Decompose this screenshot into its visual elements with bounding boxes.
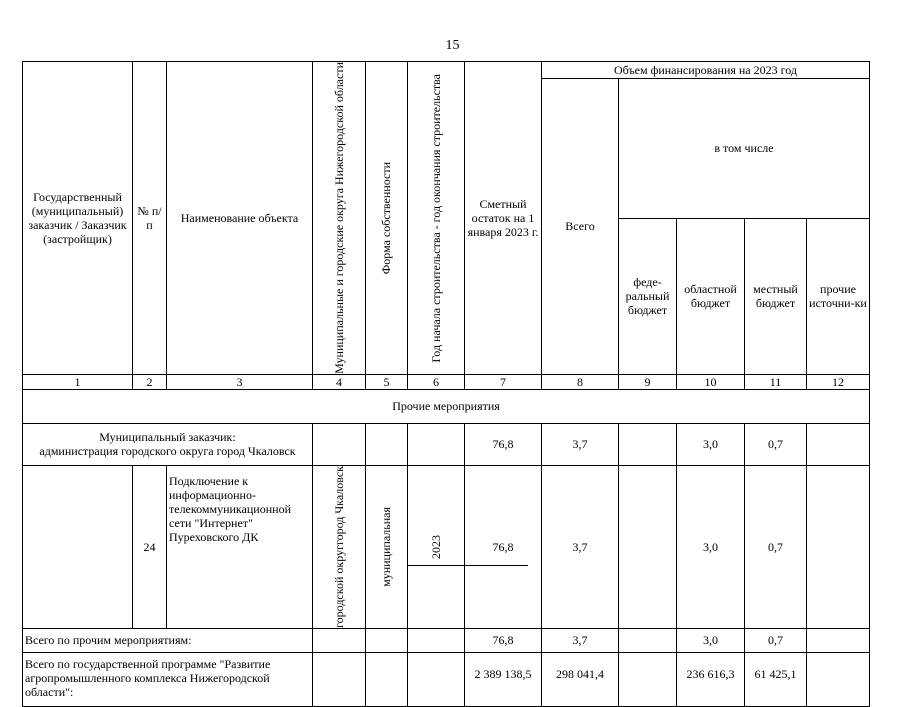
- customer-total: 3,7: [542, 423, 619, 465]
- object-years: 2023: [428, 534, 443, 559]
- header-customer: Государственный (муниципальный) заказчик / Заказчик (застройщик): [23, 62, 133, 375]
- header-num: № п/п: [133, 62, 167, 375]
- object-years-cell: [408, 465, 465, 628]
- header-federal: феде-ральный бюджет: [619, 218, 677, 374]
- program-total-total: 298 041,4: [542, 652, 619, 706]
- section-title: Прочие мероприятия: [23, 389, 870, 423]
- subtotal-row: [23, 628, 870, 652]
- object-regional: 3,0: [677, 465, 745, 628]
- col-number: 9: [619, 374, 677, 389]
- customer-row: [23, 423, 870, 465]
- program-total-federal: [619, 652, 677, 706]
- header-including: в том числе: [619, 79, 870, 219]
- subtotal-total: 3,7: [542, 628, 619, 652]
- header-object: Наименование объекта: [167, 62, 313, 375]
- footer-separator: [408, 565, 528, 566]
- object-municipality: городской округгород Чкаловск: [331, 465, 346, 628]
- header-years: [408, 62, 465, 375]
- object-balance: 76,8: [465, 465, 542, 628]
- object-municipality-cell: [313, 465, 366, 628]
- program-total-regional: 236 616,3: [677, 652, 745, 706]
- header-funding: Объем финансирования на 2023 год: [542, 62, 870, 79]
- program-total-row: [23, 652, 870, 706]
- program-total-local: 61 425,1: [745, 652, 807, 706]
- object-other: [807, 465, 870, 628]
- header-total: Всего: [542, 79, 619, 375]
- subtotal-federal: [619, 628, 677, 652]
- header-municipality-text: Муниципальные и городские округа Нижегородской области: [331, 62, 346, 374]
- financing-table: [22, 61, 870, 707]
- object-name: Подключение к информационно- телекоммуникационной сети "Интернет" Пуреховского ДК: [167, 465, 313, 628]
- header-regional: областной бюджет: [677, 218, 745, 374]
- program-total-label: Всего по государственной программе "Развитие агропромышленного комплекса Нижегородской области":: [23, 652, 313, 706]
- col-number: 7: [465, 374, 542, 389]
- object-row: [23, 465, 870, 628]
- program-total-balance: 2 389 138,5: [465, 652, 542, 706]
- object-total: 3,7: [542, 465, 619, 628]
- program-total-other: [807, 652, 870, 706]
- object-local: 0,7: [745, 465, 807, 628]
- header-ownership-text: Форма собственности: [379, 161, 393, 275]
- customer-federal: [619, 423, 677, 465]
- object-federal: [619, 465, 677, 628]
- customer-name: администрация городского округа город Чкаловск: [39, 444, 296, 459]
- subtotal-regional: 3,0: [677, 628, 745, 652]
- object-num: 24: [133, 465, 167, 628]
- column-number-row: [23, 374, 870, 389]
- customer-balance: 76,8: [465, 423, 542, 465]
- header-local: местный бюджет: [745, 218, 807, 374]
- col-number: 8: [542, 374, 619, 389]
- customer-local: 0,7: [745, 423, 807, 465]
- col-number: 5: [366, 374, 408, 389]
- page-number: 15: [445, 38, 460, 53]
- object-ownership: муниципальная: [379, 506, 393, 587]
- object-ownership-cell: [366, 465, 408, 628]
- customer-name-cell: [23, 423, 313, 465]
- col-number: 3: [167, 374, 313, 389]
- header-balance: Сметный остаток на 1 января 2023 г.: [465, 62, 542, 375]
- header-ownership: [366, 62, 408, 375]
- subtotal-label: Всего по прочим мероприятиям:: [23, 628, 313, 652]
- subtotal-balance: 76,8: [465, 628, 542, 652]
- header-other: прочие источни-ки: [807, 218, 870, 374]
- col-number: 10: [677, 374, 745, 389]
- header-years-text: Год начала строительства - год окончания строительства: [428, 73, 443, 363]
- customer-regional: 3,0: [677, 423, 745, 465]
- col-number: 12: [807, 374, 870, 389]
- col-number: 1: [23, 374, 133, 389]
- customer-label: Муниципальный заказчик:: [99, 430, 236, 445]
- col-number: 4: [313, 374, 366, 389]
- col-number: 2: [133, 374, 167, 389]
- col-number: 11: [745, 374, 807, 389]
- subtotal-local: 0,7: [745, 628, 807, 652]
- customer-other: [807, 423, 870, 465]
- col-number: 6: [408, 374, 465, 389]
- subtotal-other: [807, 628, 870, 652]
- header-municipality: [313, 62, 366, 375]
